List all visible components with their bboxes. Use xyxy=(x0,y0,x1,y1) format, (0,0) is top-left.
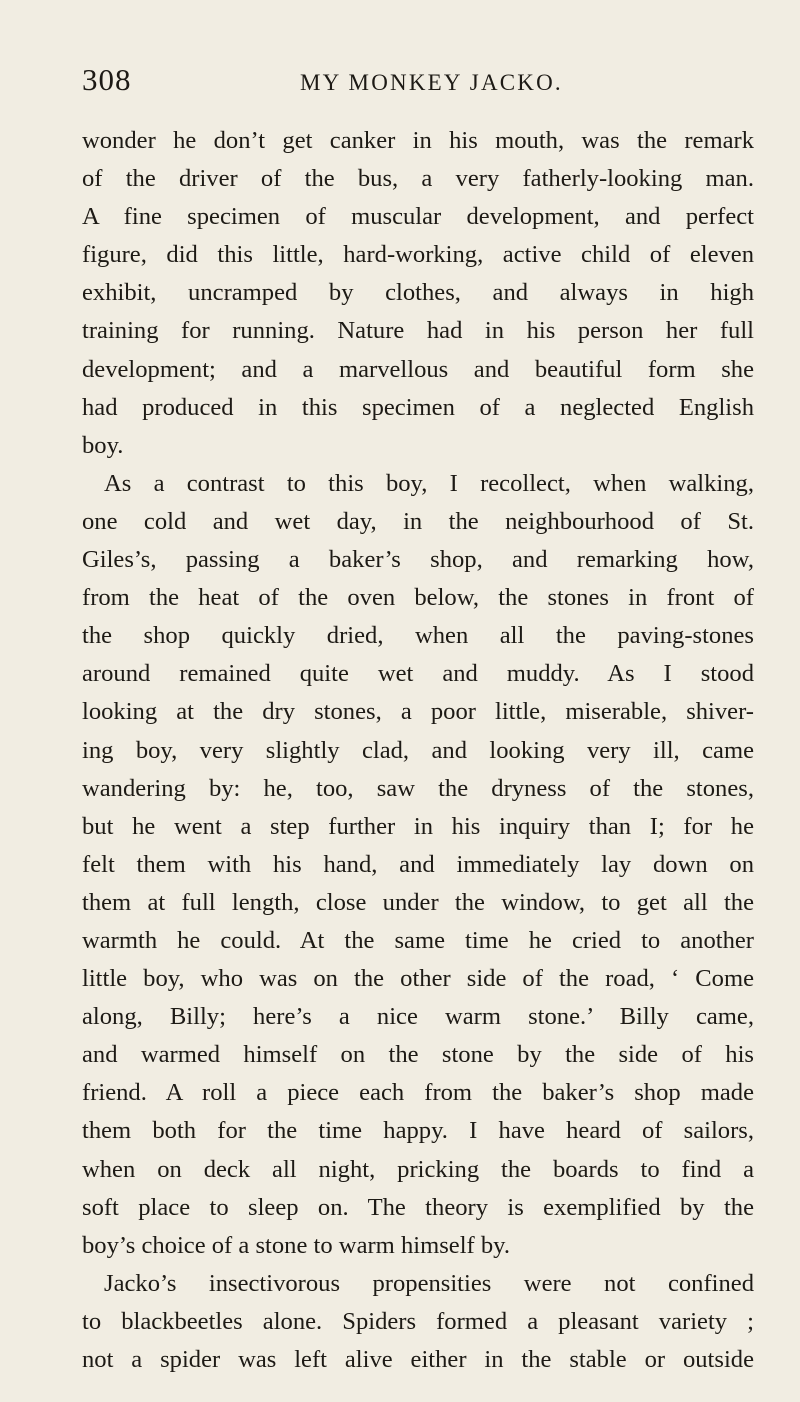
text-line: around remained quite wet and muddy. As I stood xyxy=(82,660,754,688)
text-line: the shop quickly dried, when all the paving-stones xyxy=(82,622,754,650)
text-line: not a spider was left alive either in the stable or outside xyxy=(82,1346,754,1373)
text-line: wandering by: he, too, saw the dryness of the stones, xyxy=(82,774,754,802)
page-header xyxy=(82,62,754,102)
body-text xyxy=(82,122,754,1379)
text-line: development; and a marvellous and beautiful form she xyxy=(82,355,754,383)
text-line: of the driver of the bus, a very fatherly-looking man. xyxy=(82,165,754,193)
text-line: one cold and wet day, in the neighbourhood of St. xyxy=(82,507,754,535)
text-line: along, Billy; here’s a nice warm stone.’ Billy came, xyxy=(82,1003,754,1031)
text-line: exhibit, uncramped by clothes, and always in high xyxy=(82,279,754,307)
text-line: soft place to sleep on. The theory is exemplified by the xyxy=(82,1193,754,1221)
text-line: but he went a step further in his inquiry than I; for he xyxy=(82,812,754,840)
text-line: to blackbeetles alone. Spiders formed a pleasant variety ; xyxy=(82,1307,754,1335)
running-title: MY MONKEY JACKO. xyxy=(300,70,563,95)
text-line: them both for the time happy. I have heard of sailors, xyxy=(82,1117,754,1145)
text-line: had produced in this specimen of a neglected English xyxy=(82,393,754,421)
text-line: figure, did this little, hard-working, active child of eleven xyxy=(82,241,754,269)
text-line: looking at the dry stones, a poor little, miserable, shiver- xyxy=(82,698,754,726)
text-line: ing boy, very slightly clad, and looking very ill, came xyxy=(82,736,754,764)
text-line: Giles’s, passing a baker’s shop, and remarking how, xyxy=(82,546,754,574)
text-line: As a contrast to this boy, I recollect, when walking, xyxy=(104,469,754,497)
text-line: warmth he could. At the same time he cried to another xyxy=(82,926,754,954)
text-line: when on deck all night, pricking the boards to find a xyxy=(82,1155,754,1183)
text-line: boy. xyxy=(82,431,124,459)
text-line: boy’s choice of a stone to warm himself by. xyxy=(82,1231,511,1259)
text-line: wonder he don’t get canker in his mouth, was the remark xyxy=(82,127,754,154)
text-line: little boy, who was on the other side of the road, ‘ Come xyxy=(82,965,754,993)
text-line: friend. A roll a piece each from the baker’s shop made xyxy=(82,1079,754,1107)
text-line: and warmed himself on the stone by the side of his xyxy=(82,1041,754,1069)
text-line: Jacko’s insectivorous propensities were not confined xyxy=(104,1269,754,1297)
text-line: them at full length, close under the window, to get all the xyxy=(82,888,754,916)
text-line: training for running. Nature had in his person her full xyxy=(82,317,754,345)
text-line: from the heat of the oven below, the stones in front of xyxy=(82,584,754,612)
text-line: felt them with his hand, and immediately lay down on xyxy=(82,850,754,878)
page-number: 308 xyxy=(82,62,132,97)
text-line: A fine specimen of muscular development, and perfect xyxy=(82,203,754,231)
